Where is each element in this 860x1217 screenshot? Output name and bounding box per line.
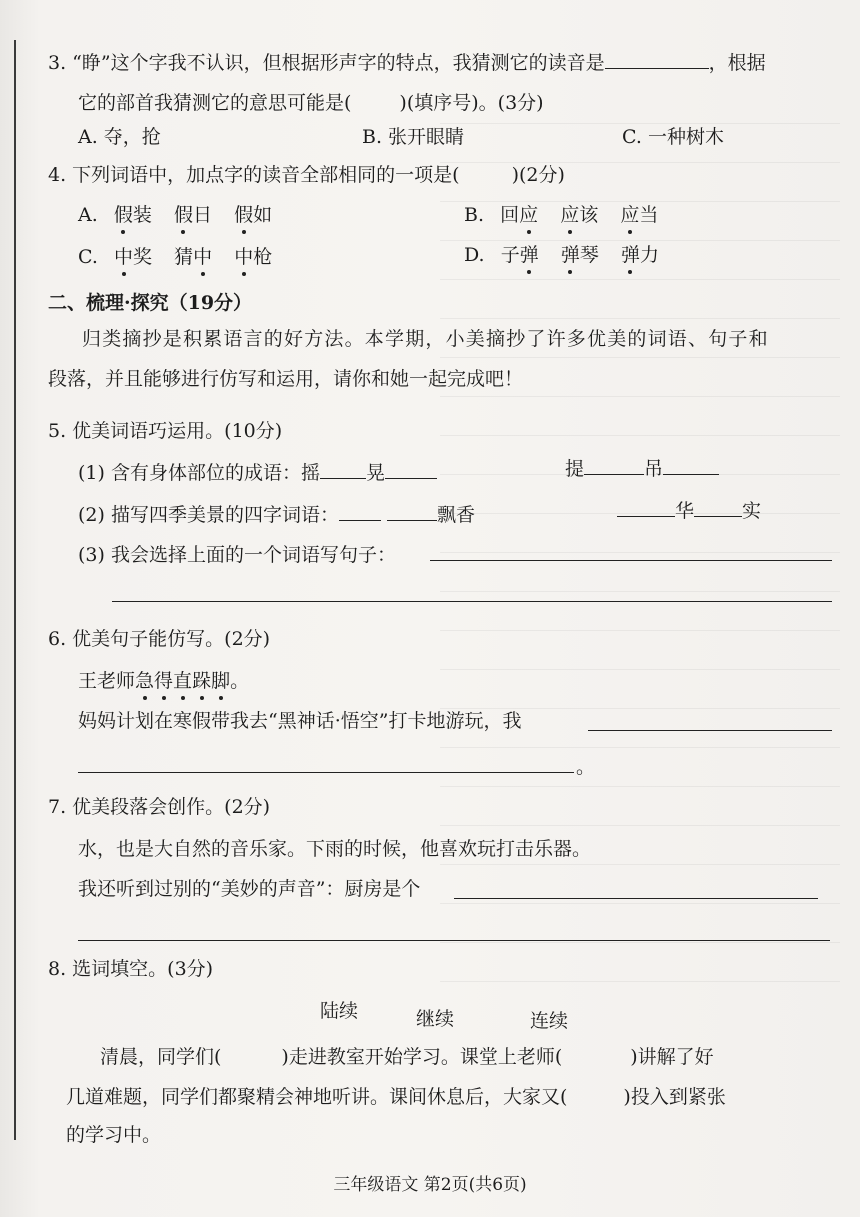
q5-p3-answer-line-2[interactable] [112,601,832,602]
q6-title: 6. 优美句子能仿写。(2分) [48,628,271,650]
q6-prompt: 妈妈计划在寒假带我去“黑神话·悟空”打卡地游玩，我 [78,710,522,732]
q4-option-c: C. 中奖 猜中 中枪 [78,246,273,268]
q4-b-word-3: 应当 [620,204,659,226]
q5-p1-blank-2[interactable] [385,458,437,479]
dotted-char: 得 [154,670,174,692]
q6-end-period: 。 [576,756,596,778]
section-intro-line2: 段落，并且能够进行仿写和运用，请你和她一起完成吧！ [48,368,524,390]
dotted-char: 脚 [211,670,231,692]
binding-margin-line [14,40,16,1140]
q4-a-word-3: 假如 [234,204,273,226]
section-title: 二、梳理·探究（19分） [48,292,253,314]
q5-part2: (2) 描写四季美景的四字词语： 飘香 [78,500,475,528]
q8-word-2: 继续 [416,1008,455,1030]
q3-pronunciation-blank[interactable] [605,48,709,69]
q8-word-1: 陆续 [320,1000,359,1022]
q4-option-b: B. 回应 应该 应当 [464,204,659,226]
q5-part3: (3) 我会选择上面的一个词语写句子： [78,544,396,566]
q4-d-word-3: 弹力 [620,244,659,266]
q4-c-word-2: 猜中 [174,246,213,268]
q5-part2-right: 华 实 [617,496,761,524]
q7-answer-line-2[interactable] [78,940,830,941]
dotted-char: 跺 [192,670,212,692]
q7-title: 7. 优美段落会创作。(2分) [48,796,271,818]
q8-passage-line1: 清晨，同学们( )走进教室开始学习。课堂上老师( )讲解了好 [100,1046,714,1068]
q7-prompt: 我还听到过别的“美妙的声音”：厨房是个 [78,878,421,900]
q3-line2: 它的部首我猜测它的意思可能是( )(填序号)。(3分) [78,92,544,114]
q5-part1: (1) 含有身体部位的成语：摇 晃 [78,458,437,486]
q6-answer-line-1[interactable] [588,730,832,731]
q3-line1: 3. “睁”这个字我不认识，但根据形声字的特点，我猜测它的读音是 ，根据 [48,48,766,76]
q4-d-word-2: 弹琴 [560,244,599,266]
q5-part1-right: 提 吊 [565,454,719,482]
q5-p2-blank-2[interactable] [387,500,437,521]
q7-example: 水，也是大自然的音乐家。下雨的时候，他喜欢玩打击乐器。 [78,838,592,860]
q4-a-word-1: 假装 [113,204,152,226]
q4-c-word-1: 中奖 [114,246,153,268]
q4-stem: 4. 下列词语中，加点字的读音全部相同的一项是( )(2分) [48,164,565,186]
q5-p1-blank-4[interactable] [663,454,719,475]
q5-p2-blank-1[interactable] [339,500,381,521]
dotted-char: 直 [173,670,193,692]
q4-option-d: D. 子弹 弹琴 弹力 [464,244,659,266]
q3-option-c: C. 一种树木 [622,126,724,148]
q4-option-a: A. 假装 假日 假如 [78,204,273,226]
q7-answer-line-1[interactable] [454,898,818,899]
q8-word-3: 连续 [530,1010,569,1032]
q8-title: 8. 选词填空。(3分) [48,958,214,980]
q4-c-word-3: 中枪 [234,246,273,268]
q3-option-a: A. 夺，抢 [78,126,161,148]
q5-p3-answer-line-1[interactable] [430,560,832,561]
q5-p1-blank-3[interactable] [584,454,644,475]
q6-answer-line-2[interactable] [78,772,574,773]
q5-title: 5. 优美词语巧运用。(10分) [48,420,283,442]
q5-p1-blank-1[interactable] [320,458,366,479]
q6-example-dotted-phrase [135,670,230,692]
q5-p2-blank-3[interactable] [617,496,675,517]
q4-b-word-1: 回应 [500,204,539,226]
section-intro-line1: 归类摘抄是积累语言的好方法。本学期，小美摘抄了许多优美的词语、句子和 [82,328,769,350]
q3-option-b: B. 张开眼睛 [362,126,465,148]
q8-passage-line3: 的学习中。 [66,1124,162,1146]
q4-a-word-2: 假日 [173,204,213,226]
q4-b-word-2: 应该 [560,204,599,226]
page-footer: 三年级语文 第2页(共6页) [333,1175,527,1195]
q6-example: 王老师急得直跺脚。 [78,670,250,692]
q5-p2-blank-4[interactable] [694,496,742,517]
dotted-char: 急 [135,670,155,692]
q4-d-word-1: 子弹 [500,244,539,266]
q8-passage-line2: 几道难题，同学们都聚精会神地听讲。课间休息后，大家又( )投入到紧张 [66,1086,726,1108]
